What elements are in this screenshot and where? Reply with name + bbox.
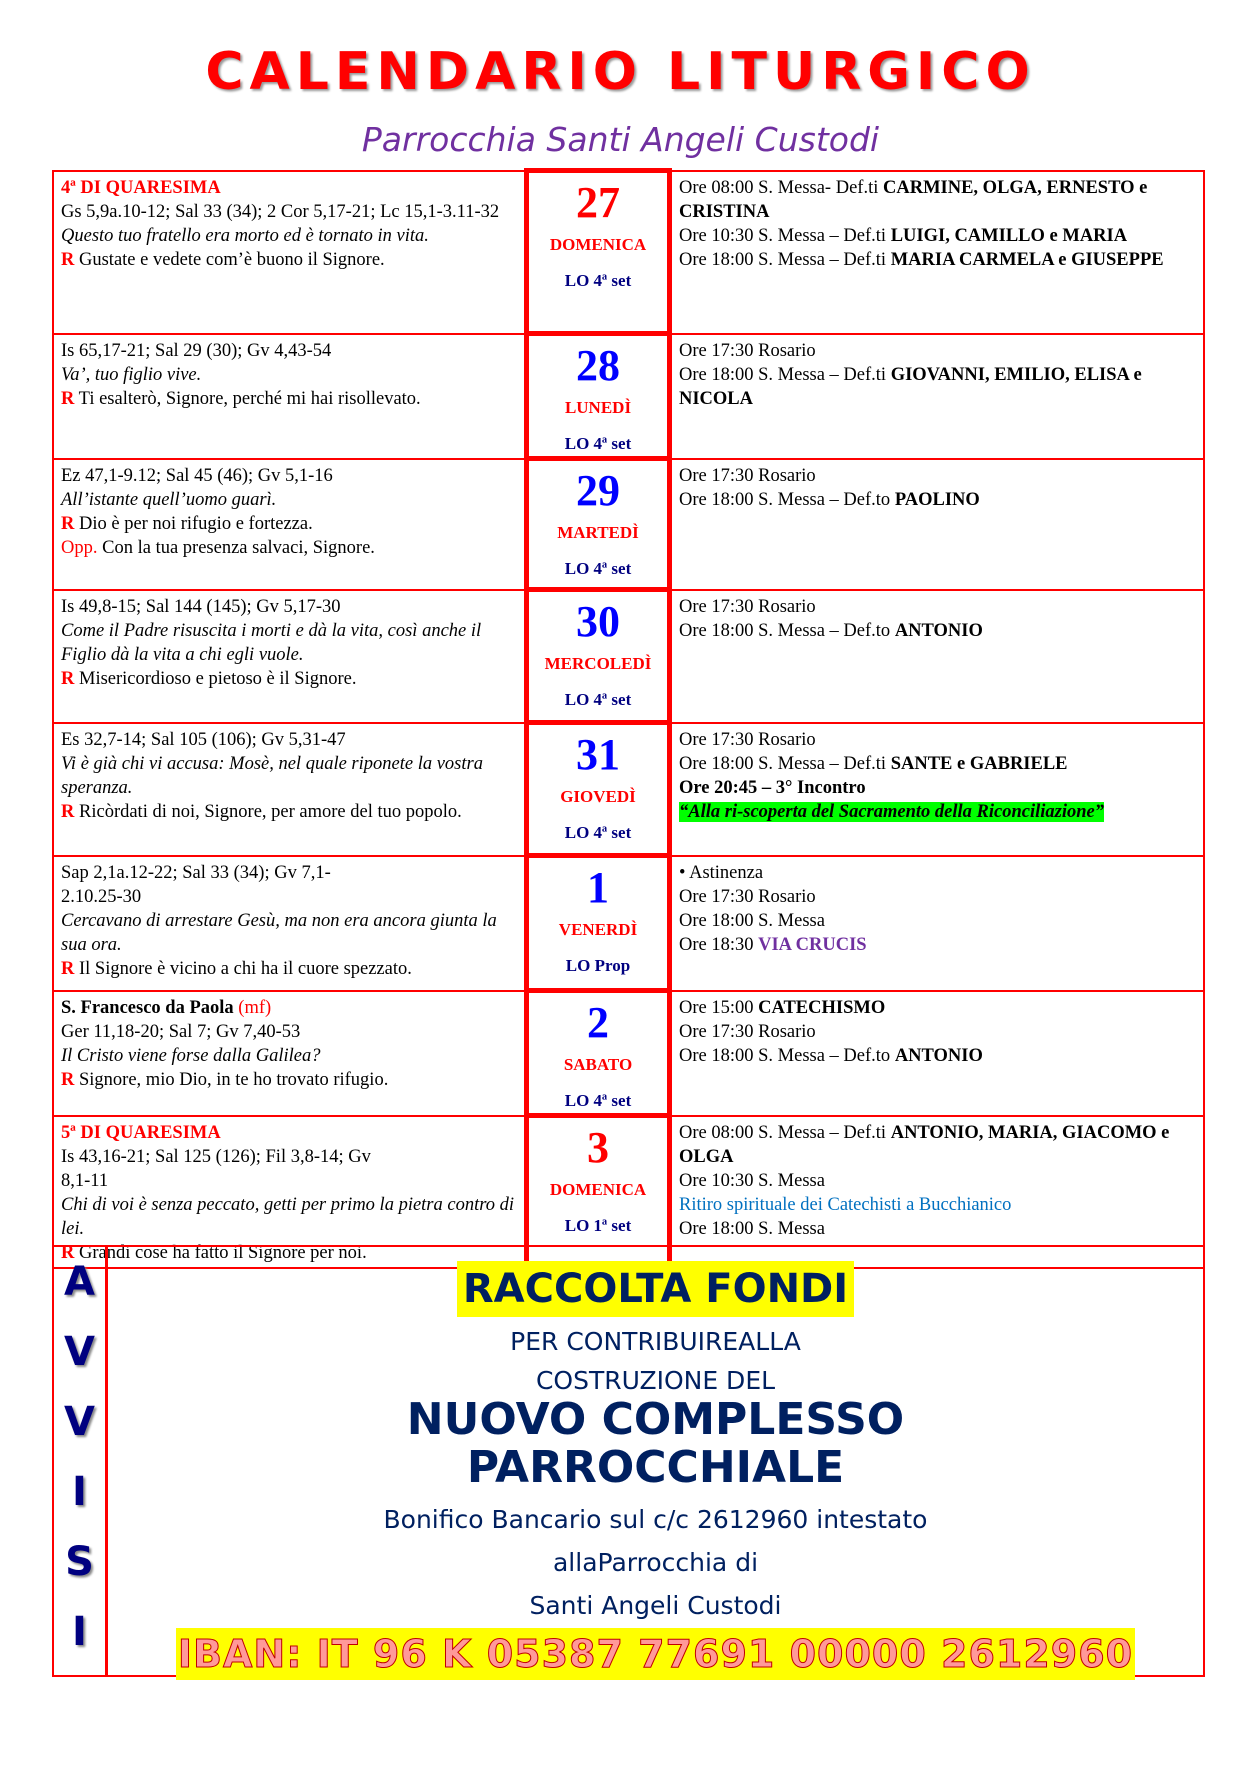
event-text: Ore 10:30 S. Messa – Def.ti bbox=[679, 225, 891, 246]
events-cell bbox=[670, 171, 1205, 334]
day-number: 1 bbox=[587, 863, 609, 912]
event-text: Ore 18:30 bbox=[679, 934, 759, 955]
day-name: GIOVEDÌ bbox=[560, 787, 636, 806]
event-line bbox=[679, 248, 1196, 272]
events-cell bbox=[670, 723, 1205, 856]
table-row bbox=[53, 856, 1204, 991]
response-label: R bbox=[61, 958, 75, 979]
page-title: CALENDARIO LITURGICO bbox=[205, 42, 1036, 102]
date-cell bbox=[527, 590, 670, 723]
notices-letter: V bbox=[64, 1329, 95, 1375]
gospel-quote: Questo tuo fratello era morto ed è tornato in vita. bbox=[61, 225, 429, 246]
feast-title: 4ª DI QUARESIMA bbox=[61, 177, 221, 198]
day-name: DOMENICA bbox=[549, 1180, 647, 1199]
readings-cell bbox=[53, 723, 527, 856]
table-row bbox=[53, 723, 1204, 856]
events-cell bbox=[670, 459, 1205, 590]
table-row bbox=[53, 171, 1204, 334]
saint-line bbox=[61, 996, 517, 1020]
event-names: CATECHISMO bbox=[758, 997, 886, 1018]
event-line bbox=[679, 339, 1196, 363]
response-label: R bbox=[61, 513, 75, 534]
event-line: Ore 18:00 S. Messa bbox=[679, 1218, 825, 1239]
response-text: Signore, mio Dio, in te ho trovato rifugio. bbox=[79, 1069, 389, 1090]
event-names: GIOVANNI, EMILIO, ELISA e NICOLA bbox=[679, 364, 1142, 409]
day-number: 29 bbox=[576, 466, 620, 515]
response-label: R bbox=[61, 388, 75, 409]
notice-line: COSTRUZIONE DEL bbox=[535, 1366, 776, 1395]
highlight-text: “Alla ri-scoperta del Sacramento della Riconciliazione” bbox=[679, 801, 1104, 822]
project-title: PARROCCHIALE bbox=[466, 1442, 845, 1493]
day-number: 3 bbox=[587, 1123, 609, 1172]
event-text: Ore 18:00 S. Messa – Def.to bbox=[679, 620, 895, 641]
event-text: Ore 18:00 S. Messa – Def.ti bbox=[679, 364, 891, 385]
psalm-response bbox=[61, 800, 517, 824]
day-number: 28 bbox=[576, 341, 620, 390]
day-name: DOMENICA bbox=[549, 235, 647, 254]
event-line bbox=[679, 363, 1196, 411]
gospel-quote: Vi è già chi vi accusa: Mosè, nel quale riponete la vostra speranza. bbox=[61, 753, 483, 798]
event-line bbox=[679, 909, 1196, 933]
alternate-response bbox=[61, 536, 517, 560]
notices-letter: V bbox=[64, 1399, 95, 1445]
event-line bbox=[679, 176, 1196, 224]
response-label: R bbox=[61, 249, 75, 270]
event-text: Ore 18:00 S. Messa – Def.ti bbox=[679, 753, 891, 774]
readings-refs: Ez 47,1-9.12; Sal 45 (46); Gv 5,1-16 bbox=[61, 465, 333, 486]
event-text: Ore 08:00 S. Messa- Def.ti bbox=[679, 177, 883, 198]
response-text: Il Signore è vicino a chi ha il cuore spezzato. bbox=[79, 958, 412, 979]
gospel-quote: Cercavano di arrestare Gesù, ma non era ancora giunta la sua ora. bbox=[61, 910, 497, 955]
response-text: Grandi cose ha fatto il Signore per noi. bbox=[79, 1242, 367, 1263]
event-line bbox=[679, 861, 1196, 885]
opp-label: Opp. bbox=[61, 537, 98, 558]
gospel-quote: Va’, tuo figlio vive. bbox=[61, 364, 202, 385]
date-cell bbox=[527, 723, 670, 856]
readings-cell bbox=[53, 459, 527, 590]
gospel-quote: Come il Padre risuscita i morti e dà la vita, così anche il Figlio dà la vita a chi egli vuole. bbox=[61, 620, 482, 665]
readings-refs: Is 49,8-15; Sal 144 (145); Gv 5,17-30 bbox=[61, 596, 341, 617]
date-cell bbox=[527, 171, 670, 334]
saint-rank: (mf) bbox=[238, 997, 272, 1018]
event-highlight bbox=[679, 800, 1196, 824]
retreat-line: Ritiro spirituale dei Catechisti a Bucchianico bbox=[679, 1194, 1012, 1215]
date-cell bbox=[527, 856, 670, 991]
liturgy-week: LO 4ª set bbox=[564, 690, 632, 709]
event-text: • Astinenza bbox=[679, 862, 764, 883]
psalm-response bbox=[61, 248, 517, 272]
day-name: MARTEDÌ bbox=[557, 523, 639, 542]
event-text: Ore 18:00 S. Messa – Def.to bbox=[679, 489, 895, 510]
iban-code: IBAN: IT 96 K 05387 77691 00000 2612960 bbox=[176, 1628, 1135, 1680]
notice-line: PER CONTRIBUIREALLA bbox=[510, 1327, 801, 1356]
readings-refs: Ger 11,18-20; Sal 7; Gv 7,40-53 bbox=[61, 1021, 301, 1042]
liturgy-week: LO 4ª set bbox=[564, 823, 632, 842]
event-names: ANTONIO, MARIA, GIACOMO e OLGA bbox=[679, 1122, 1170, 1167]
events-cell bbox=[670, 334, 1205, 459]
liturgy-week: LO Prop bbox=[565, 956, 631, 975]
date-cell bbox=[527, 334, 670, 459]
table-row bbox=[53, 459, 1204, 590]
psalm-response bbox=[61, 957, 517, 981]
readings-cell bbox=[53, 334, 527, 459]
event-line bbox=[679, 464, 1196, 488]
event-line bbox=[679, 1044, 1196, 1068]
event-line bbox=[679, 595, 1196, 619]
event-text: Ore 15:00 bbox=[679, 997, 759, 1018]
table-row bbox=[53, 991, 1204, 1116]
response-text: Misericordioso e pietoso è il Signore. bbox=[79, 668, 357, 689]
event-line bbox=[679, 752, 1196, 776]
gospel-quote: Chi di voi è senza peccato, getti per primo la pietra contro di lei. bbox=[61, 1194, 515, 1239]
event-names: PAOLINO bbox=[894, 489, 980, 510]
fundraising-heading: RACCOLTA FONDI bbox=[457, 1261, 854, 1317]
bank-transfer-line: Bonifico Bancario sul c/c 2612960 intestato bbox=[383, 1505, 928, 1534]
readings-cell bbox=[53, 991, 527, 1116]
events-cell bbox=[670, 590, 1205, 723]
opp-text: Con la tua presenza salvaci, Signore. bbox=[102, 537, 375, 558]
readings-refs: Es 32,7-14; Sal 105 (106); Gv 5,31-47 bbox=[61, 729, 346, 750]
readings-refs: Is 43,16-21; Sal 125 (126); Fil 3,8-14; Gv 8,1-11 bbox=[61, 1146, 371, 1191]
readings-cell bbox=[53, 590, 527, 723]
event-text: Ore 17:30 Rosario bbox=[679, 1021, 816, 1042]
readings-refs: Sap 2,1a.12-22; Sal 33 (34); Gv 7,1-2.10.25-30 bbox=[61, 862, 331, 907]
table-row bbox=[53, 334, 1204, 459]
response-text: Dio è per noi rifugio e fortezza. bbox=[79, 513, 313, 534]
event-line bbox=[679, 1020, 1196, 1044]
gospel-quote: Il Cristo viene forse dalla Galilea? bbox=[61, 1045, 321, 1066]
event-names: CARMINE, OLGA, ERNESTO e CRISTINA bbox=[679, 177, 1148, 222]
project-title: NUOVO COMPLESSO bbox=[406, 1394, 905, 1445]
day-number: 27 bbox=[576, 178, 620, 227]
event-text: Ore 08:00 S. Messa – Def.ti bbox=[679, 1122, 891, 1143]
event-names: Ore 20:45 – 3° Incontro bbox=[679, 777, 866, 798]
event-text: Ore 18:00 S. Messa – Def.ti bbox=[679, 249, 891, 270]
events-cell bbox=[670, 856, 1205, 991]
psalm-response bbox=[61, 387, 517, 411]
bank-transfer-line: Santi Angeli Custodi bbox=[529, 1591, 782, 1620]
liturgy-week: LO 4ª set bbox=[564, 271, 632, 290]
bank-transfer-line: allaParrocchia di bbox=[552, 1548, 759, 1577]
via-crucis-label: VIA CRUCIS bbox=[758, 934, 867, 955]
event-line bbox=[679, 1121, 1196, 1169]
event-line bbox=[679, 619, 1196, 643]
saint-name: S. Francesco da Paola bbox=[61, 997, 234, 1018]
readings-refs: Is 65,17-21; Sal 29 (30); Gv 4,43-54 bbox=[61, 340, 332, 361]
notices-side-label bbox=[54, 1247, 108, 1675]
notices-letter: I bbox=[72, 1469, 87, 1515]
event-line bbox=[679, 224, 1196, 248]
event-text: Ore 17:30 Rosario bbox=[679, 729, 816, 750]
response-text: Ti esalterò, Signore, perché mi hai risollevato. bbox=[78, 388, 421, 409]
notices-box bbox=[52, 1242, 1205, 1677]
notices-letter: A bbox=[64, 1259, 95, 1305]
response-label: R bbox=[61, 801, 75, 822]
events-cell bbox=[670, 991, 1205, 1116]
fundraising-notice bbox=[108, 1247, 1203, 1680]
date-cell bbox=[527, 459, 670, 590]
day-name: SABATO bbox=[563, 1055, 633, 1074]
event-text: Ore 18:00 S. Messa bbox=[679, 910, 825, 931]
date-cell bbox=[527, 991, 670, 1116]
liturgy-week: LO 4ª set bbox=[564, 559, 632, 578]
event-line bbox=[679, 1169, 1196, 1193]
day-name: MERCOLEDÌ bbox=[544, 654, 652, 673]
parish-subtitle: Parrocchia Santi Angeli Custodi bbox=[361, 120, 880, 159]
event-names: ANTONIO bbox=[894, 620, 983, 641]
event-line bbox=[679, 996, 1196, 1020]
event-line bbox=[679, 776, 1196, 800]
readings-cell bbox=[53, 856, 527, 991]
readings-cell bbox=[53, 171, 527, 334]
event-text: Ore 17:30 Rosario bbox=[679, 886, 816, 907]
day-name: VENERDÌ bbox=[558, 920, 638, 939]
liturgy-week: LO 1ª set bbox=[564, 1216, 632, 1235]
notices-letter: I bbox=[72, 1609, 87, 1655]
event-names: ANTONIO bbox=[894, 1045, 983, 1066]
calendar-table bbox=[52, 168, 1205, 1270]
liturgy-week: LO 4ª set bbox=[564, 434, 632, 453]
gospel-quote: All’istante quell’uomo guarì. bbox=[61, 489, 277, 510]
liturgy-week: LO 4ª set bbox=[564, 1091, 632, 1110]
readings-refs: Gs 5,9a.10-12; Sal 33 (34); 2 Cor 5,17-21; Lc 15,1-3.11-32 bbox=[61, 201, 500, 222]
feast-title: 5ª DI QUARESIMA bbox=[61, 1122, 221, 1143]
response-text: Gustate e vedete com’è buono il Signore. bbox=[79, 249, 385, 270]
table-row bbox=[53, 590, 1204, 723]
event-text: Ore 18:00 S. Messa – Def.to bbox=[679, 1045, 895, 1066]
day-name: LUNEDÌ bbox=[564, 398, 632, 417]
response-label: R bbox=[61, 1242, 75, 1263]
event-names: SANTE e GABRIELE bbox=[890, 753, 1068, 774]
day-number: 30 bbox=[576, 597, 620, 646]
event-line bbox=[679, 933, 1196, 957]
event-text: Ore 17:30 Rosario bbox=[679, 465, 816, 486]
psalm-response bbox=[61, 512, 517, 536]
event-text: Ore 17:30 Rosario bbox=[679, 340, 816, 361]
response-text: Ricòrdati di noi, Signore, per amore del tuo popolo. bbox=[79, 801, 462, 822]
event-names: MARIA CARMELA e GIUSEPPE bbox=[890, 249, 1164, 270]
day-number: 2 bbox=[587, 998, 609, 1047]
psalm-response bbox=[61, 1068, 517, 1092]
event-text: Ore 10:30 S. Messa bbox=[679, 1170, 825, 1191]
psalm-response bbox=[61, 667, 517, 691]
event-names: LUIGI, CAMILLO e MARIA bbox=[890, 225, 1128, 246]
day-number: 31 bbox=[576, 730, 620, 779]
event-text: Ore 17:30 Rosario bbox=[679, 596, 816, 617]
event-line bbox=[679, 728, 1196, 752]
response-label: R bbox=[61, 1069, 75, 1090]
event-line bbox=[679, 885, 1196, 909]
event-line bbox=[679, 488, 1196, 512]
response-label: R bbox=[61, 668, 75, 689]
notices-letter: S bbox=[65, 1539, 94, 1585]
